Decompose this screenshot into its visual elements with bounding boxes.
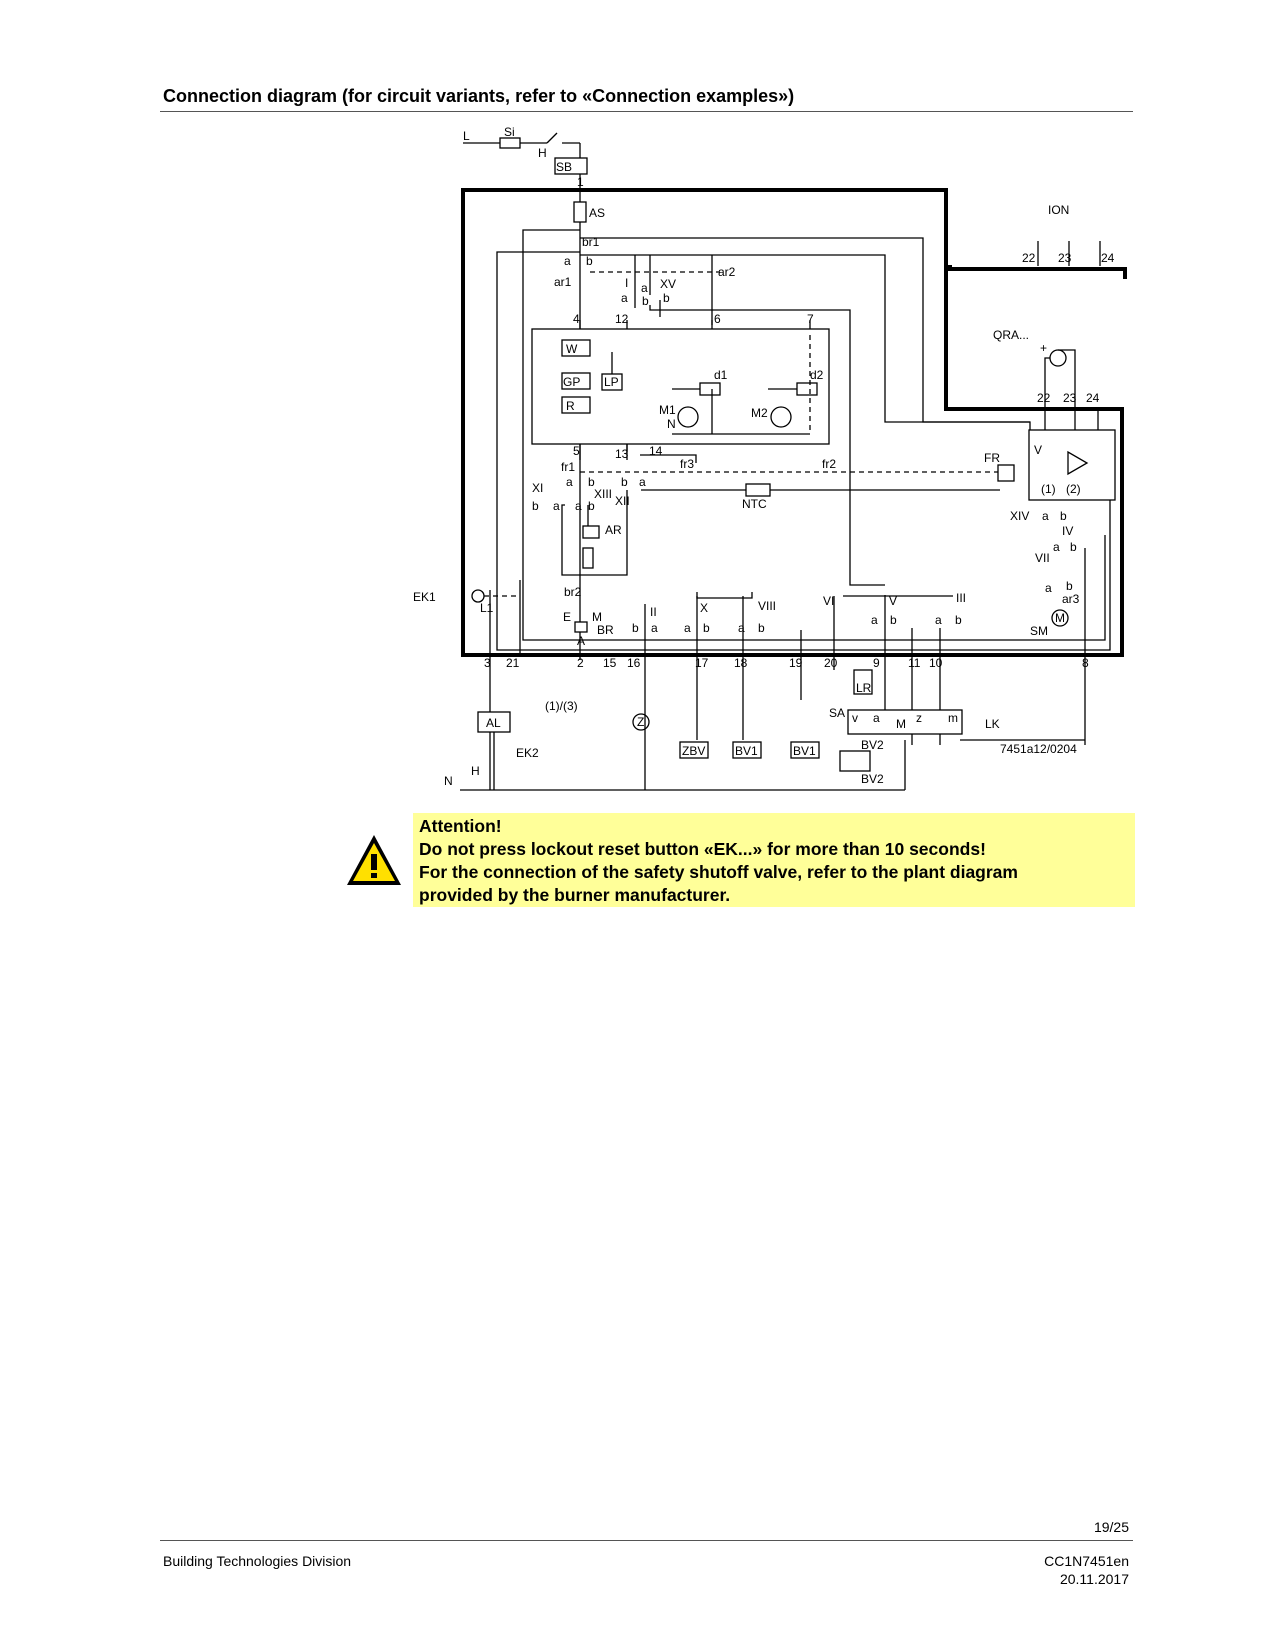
- svg-text:BV2: BV2: [861, 738, 884, 752]
- svg-text:Si: Si: [504, 125, 515, 139]
- flame-relay-section: [562, 444, 1014, 575]
- svg-text:GP: GP: [563, 375, 581, 389]
- svg-text:23: 23: [1058, 251, 1072, 265]
- svg-text:a: a: [738, 621, 745, 635]
- page-title: Connection diagram (for circuit variants, refer to «Connection examples»): [163, 86, 795, 106]
- attention-text-1: Do not press lockout reset button «EK...» for more than 10 seconds!: [419, 839, 986, 859]
- svg-text:a: a: [1045, 581, 1052, 595]
- svg-text:22: 22: [1022, 251, 1036, 265]
- svg-text:3: 3: [484, 656, 491, 670]
- svg-text:V: V: [889, 594, 898, 608]
- svg-text:XII: XII: [615, 494, 630, 508]
- svg-text:fr3: fr3: [680, 457, 695, 471]
- warning-icon: [344, 832, 404, 888]
- attention-heading: Attention!: [419, 816, 502, 836]
- svg-text:a: a: [639, 475, 646, 489]
- svg-text:21: 21: [506, 656, 520, 670]
- svg-text:NTC: NTC: [742, 497, 767, 511]
- svg-text:A: A: [577, 634, 586, 648]
- svg-text:II: II: [650, 605, 657, 619]
- document-date: 20.11.2017: [1059, 1571, 1129, 1587]
- svg-text:12: 12: [615, 312, 629, 326]
- svg-text:M1: M1: [659, 403, 676, 417]
- svg-text:L: L: [463, 129, 470, 143]
- svg-text:br2: br2: [564, 585, 582, 599]
- svg-text:b: b: [890, 613, 897, 627]
- svg-text:ar3: ar3: [1062, 592, 1080, 606]
- svg-text:14: 14: [649, 444, 663, 458]
- svg-text:6: 6: [714, 312, 721, 326]
- ion-terminal-bar: [950, 265, 1125, 279]
- svg-text:m: m: [948, 711, 958, 725]
- svg-text:I: I: [625, 276, 629, 290]
- footer-rule: [160, 1540, 1133, 1541]
- svg-text:b: b: [532, 499, 539, 513]
- svg-text:9: 9: [873, 656, 880, 670]
- svg-text:AS: AS: [589, 206, 606, 220]
- svg-text:EK1: EK1: [413, 590, 436, 604]
- svg-text:E: E: [563, 610, 572, 624]
- svg-text:N: N: [444, 774, 453, 788]
- svg-text:VII: VII: [1035, 551, 1050, 565]
- svg-text:III: III: [956, 591, 967, 605]
- svg-text:17: 17: [695, 656, 709, 670]
- svg-text:b: b: [1060, 509, 1067, 523]
- svg-text:b: b: [955, 613, 962, 627]
- svg-text:BV2: BV2: [861, 772, 884, 786]
- svg-text:d1: d1: [714, 368, 728, 382]
- svg-text:24: 24: [1086, 391, 1100, 405]
- svg-text:a: a: [1053, 540, 1060, 554]
- svg-text:b: b: [588, 475, 595, 489]
- svg-text:AR: AR: [605, 523, 622, 537]
- svg-text:a: a: [1042, 509, 1049, 523]
- svg-text:BV1: BV1: [735, 744, 758, 758]
- svg-text:15: 15: [603, 656, 617, 670]
- attention-text-3: provided by the burner manufacturer.: [419, 885, 731, 905]
- svg-text:VI: VI: [823, 594, 835, 608]
- svg-text:a: a: [684, 621, 691, 635]
- svg-text:VIII: VIII: [758, 599, 777, 613]
- svg-text:(1)/(3): (1)/(3): [545, 699, 578, 713]
- svg-text:10: 10: [929, 656, 943, 670]
- svg-text:7: 7: [807, 312, 814, 326]
- svg-text:fr1: fr1: [561, 460, 576, 474]
- svg-text:LP: LP: [604, 375, 619, 389]
- svg-text:FR: FR: [984, 451, 1000, 465]
- svg-text:8: 8: [1082, 656, 1089, 670]
- svg-text:ar1: ar1: [554, 275, 572, 289]
- svg-text:v: v: [852, 711, 858, 725]
- svg-text:a: a: [566, 475, 573, 489]
- svg-text:ar2: ar2: [718, 265, 736, 279]
- svg-text:a: a: [564, 254, 571, 268]
- svg-text:+: +: [1040, 341, 1048, 355]
- svg-text:ION: ION: [1048, 203, 1070, 217]
- svg-text:LK: LK: [985, 717, 1000, 731]
- svg-text:LR: LR: [856, 681, 872, 695]
- svg-text:SB: SB: [556, 160, 573, 174]
- svg-text:18: 18: [734, 656, 748, 670]
- svg-text:SM: SM: [1030, 624, 1048, 638]
- svg-text:a: a: [651, 621, 658, 635]
- svg-text:EK2: EK2: [516, 746, 539, 760]
- svg-text:H: H: [538, 146, 547, 160]
- svg-text:24: 24: [1101, 251, 1115, 265]
- svg-text:br1: br1: [582, 235, 600, 249]
- page-number: 19/25: [1093, 1519, 1129, 1535]
- svg-text:(1): (1): [1041, 482, 1056, 496]
- svg-text:ZBV: ZBV: [682, 744, 706, 758]
- svg-text:M: M: [592, 610, 602, 624]
- svg-text:z: z: [916, 711, 922, 725]
- division-name: Building Technologies Division: [163, 1553, 352, 1569]
- svg-text:XI: XI: [532, 481, 544, 495]
- svg-text:b: b: [588, 499, 595, 513]
- svg-text:b: b: [1066, 579, 1073, 593]
- svg-text:AL: AL: [486, 716, 501, 730]
- svg-text:V: V: [1034, 443, 1043, 457]
- svg-text:M: M: [896, 717, 906, 731]
- svg-text:fr2: fr2: [822, 457, 837, 471]
- svg-text:19: 19: [789, 656, 803, 670]
- svg-text:SA: SA: [829, 706, 846, 720]
- svg-text:d2: d2: [810, 368, 824, 382]
- svg-text:a: a: [575, 499, 582, 513]
- svg-text:7451a12/0204: 7451a12/0204: [1000, 742, 1077, 756]
- svg-text:XIII: XIII: [594, 487, 613, 501]
- svg-text:11: 11: [908, 656, 921, 670]
- svg-text:XIV: XIV: [1010, 509, 1030, 523]
- svg-text:L1: L1: [480, 601, 494, 615]
- svg-text:5: 5: [573, 444, 580, 458]
- flame-detector-section: [1029, 241, 1115, 500]
- svg-text:1: 1: [577, 175, 584, 189]
- svg-text:b: b: [703, 621, 710, 635]
- svg-text:16: 16: [627, 656, 641, 670]
- svg-text:a: a: [641, 281, 648, 295]
- svg-text:a: a: [621, 291, 628, 305]
- diagram-labels: [413, 125, 1115, 788]
- svg-text:X: X: [700, 601, 709, 615]
- svg-text:QRA...: QRA...: [993, 328, 1030, 342]
- svg-text:2: 2: [577, 656, 584, 670]
- svg-text:b: b: [586, 254, 593, 268]
- document-number: CC1N7451en: [1044, 1553, 1129, 1569]
- connection-diagram: [0, 0, 1275, 800]
- svg-text:M2: M2: [751, 406, 768, 420]
- svg-text:M: M: [1055, 611, 1065, 625]
- svg-text:a: a: [871, 613, 878, 627]
- svg-text:20: 20: [824, 656, 838, 670]
- svg-text:b: b: [663, 291, 670, 305]
- svg-text:Z: Z: [637, 715, 645, 729]
- attention-callout: [413, 813, 1135, 907]
- svg-text:N: N: [667, 417, 676, 431]
- svg-text:IV: IV: [1062, 524, 1074, 538]
- svg-text:R: R: [566, 399, 575, 413]
- svg-text:a: a: [873, 711, 880, 725]
- svg-text:XV: XV: [660, 277, 677, 291]
- svg-text:b: b: [632, 621, 639, 635]
- svg-text:b: b: [758, 621, 765, 635]
- svg-text:22: 22: [1037, 391, 1051, 405]
- svg-text:23: 23: [1063, 391, 1077, 405]
- svg-text:b: b: [642, 294, 649, 308]
- attention-text-2: For the connection of the safety shutoff valve, refer to the plant diagram: [419, 862, 1018, 882]
- svg-text:b: b: [621, 475, 628, 489]
- svg-text:BR: BR: [597, 623, 614, 637]
- svg-text:(2): (2): [1066, 482, 1081, 496]
- svg-text:BV1: BV1: [793, 744, 816, 758]
- svg-text:H: H: [471, 764, 480, 778]
- svg-text:W: W: [566, 342, 578, 356]
- svg-text:a: a: [935, 613, 942, 627]
- svg-text:13: 13: [615, 447, 629, 461]
- svg-text:a: a: [553, 499, 560, 513]
- svg-text:4: 4: [573, 312, 580, 326]
- svg-text:b: b: [1070, 540, 1077, 554]
